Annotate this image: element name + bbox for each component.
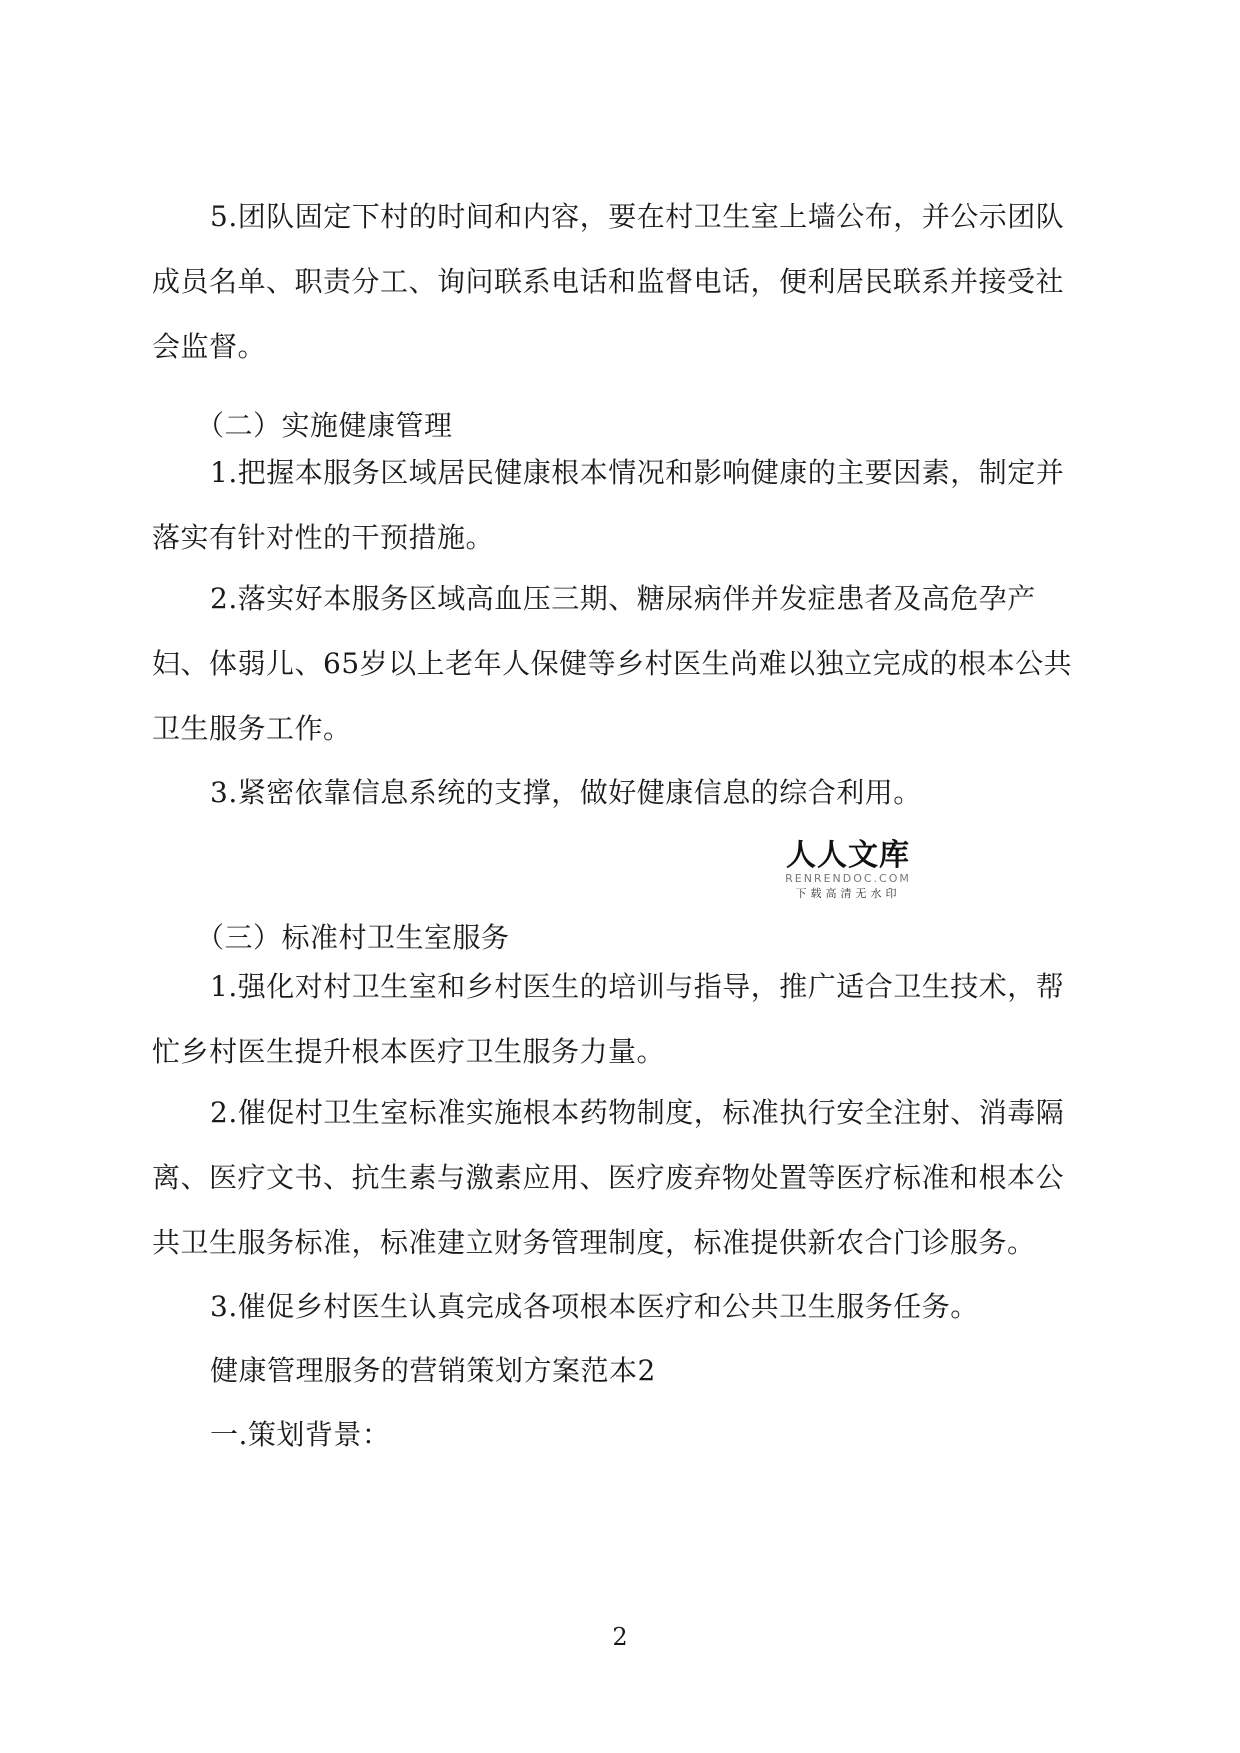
watermark-site: RENRENDOC.COM bbox=[785, 872, 911, 885]
watermark-title: 人人文库 bbox=[786, 838, 910, 873]
paragraph-marketing-plan-title: 健康管理服务的营销策划方案范本2 bbox=[210, 1354, 656, 1387]
section-heading-clinic-standards: （三）标准村卫生室服务 bbox=[196, 921, 510, 954]
paragraph-health-factors: 1.把握本服务区域居民健康根本情况和影响健康的主要因素，制定并落实有针对性的干预措施。 bbox=[152, 456, 1065, 554]
paragraph-village-doctors-tasks: 3.催促乡村医生认真完成各项根本医疗和公共卫生服务任务。 bbox=[210, 1290, 979, 1323]
paragraph-information-system: 3.紧密依靠信息系统的支撑，做好健康信息的综合利用。 bbox=[210, 776, 922, 809]
paragraph-training-guidance: 1.强化对村卫生室和乡村医生的培训与指导，推广适合卫生技术，帮忙乡村医生提升根本医疗卫生服务力量。 bbox=[152, 970, 1065, 1068]
paragraph-drug-system: 2.催促村卫生室标准实施根本药物制度，标准执行安全注射、消毒隔离、医疗文书、抗生素与激素应用、医疗废弃物处置等医疗标准和根本公共卫生服务标准，标准建立财务管理制度，标准提供新农合门诊服务。 bbox=[152, 1096, 1065, 1259]
paragraph-team-schedule: 5.团队固定下村的时间和内容，要在村卫生室上墙公布，并公示团队成员名单、职责分工、询问联系电话和监督电话，便利居民联系并接受社会监督。 bbox=[152, 200, 1065, 363]
watermark-subtitle: 下载高清无水印 bbox=[795, 887, 901, 900]
paragraph-public-health-services: 2.落实好本服务区域高血压三期、糖尿病伴并发症患者及高危孕产妇、体弱儿、65岁以上老年人保健等乡村医生尚难以独立完成的根本公共卫生服务工作。 bbox=[152, 582, 1073, 745]
section-heading-health-management: （二）实施健康管理 bbox=[196, 409, 453, 442]
paragraph-planning-background: 一.策划背景： bbox=[210, 1418, 391, 1451]
page-number: 2 bbox=[612, 1623, 628, 1651]
renrendoc-watermark bbox=[768, 840, 928, 908]
